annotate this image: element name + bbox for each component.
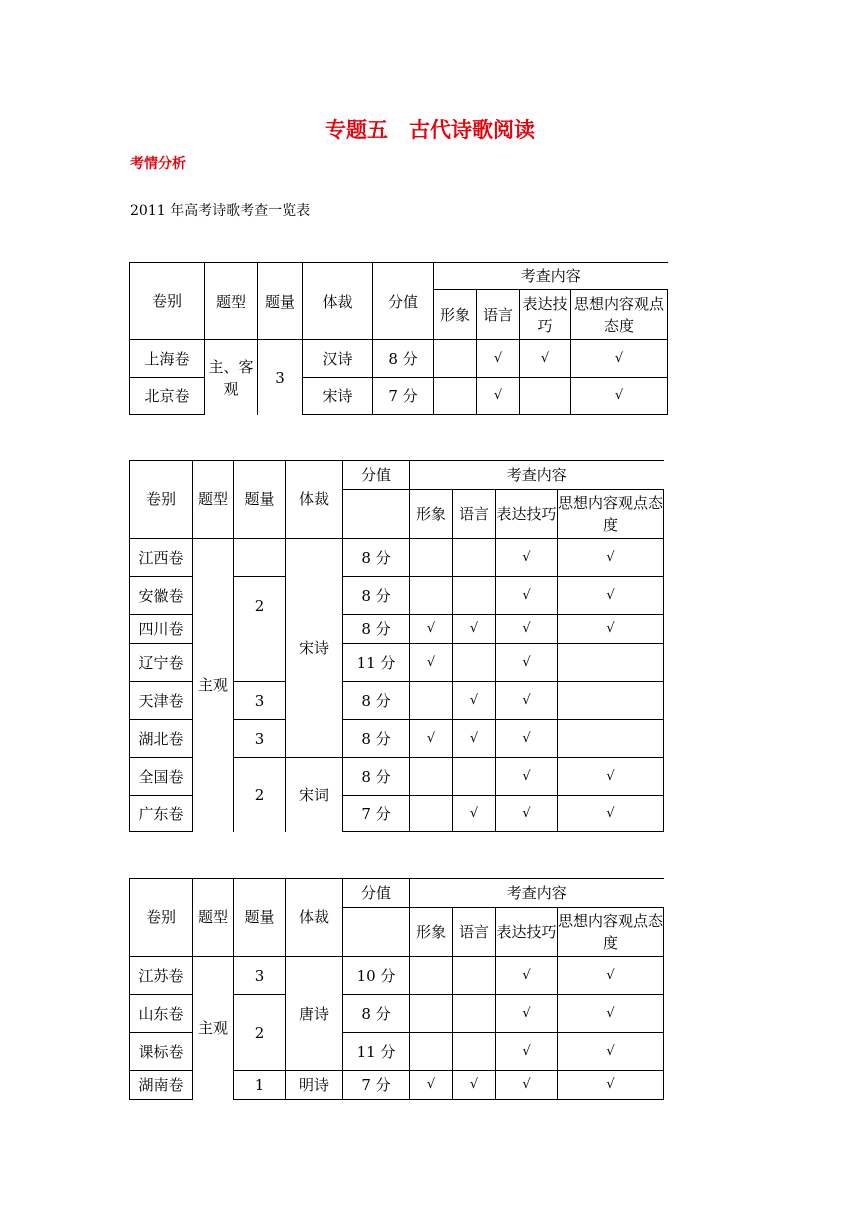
check-cell: √ [496,682,558,720]
tiliang-blank [234,539,286,577]
tixing-cell: 主观 [193,957,234,1100]
check-cell: √ [453,682,496,720]
exam-table-2 [129,460,664,832]
exam-table-1 [129,262,668,415]
tiliang-cell: 1 [234,1071,286,1100]
check-cell: √ [520,340,571,378]
header-ticai: 体裁 [286,879,343,957]
fen-cell: 7 分 [343,1071,410,1100]
check-cell [453,1033,496,1071]
ticai-cell: 宋诗 [286,539,343,758]
check-cell: √ [571,378,668,415]
check-cell [434,340,477,378]
check-cell: √ [558,577,664,615]
row-juan: 湖南卷 [130,1071,193,1100]
header-ticai: 体裁 [303,263,373,340]
check-cell: √ [496,539,558,577]
fen-cell: 8 分 [343,539,410,577]
ticai-cell: 明诗 [286,1071,343,1100]
check-cell: √ [496,957,558,995]
check-cell: √ [410,644,453,682]
header-tiliang: 题量 [234,461,286,539]
row-juan: 北京卷 [130,378,205,415]
header-tiliang: 题量 [234,879,286,957]
tiliang-cell: 3 [234,957,286,995]
section-heading: 考情分析 [130,156,186,172]
header-biaoda: 表达技巧 [520,290,571,340]
row-juan: 安徽卷 [130,577,193,615]
tiliang-cell: 2 [234,995,286,1071]
check-cell: √ [410,615,453,644]
header-biaoda: 表达技巧 [496,490,558,539]
check-cell [410,539,453,577]
check-cell [558,682,664,720]
check-cell: √ [558,615,664,644]
ticai-cell: 唐诗 [286,957,343,1071]
check-cell: √ [558,1071,664,1100]
fen-cell: 8 分 [343,758,410,796]
check-cell: √ [410,720,453,758]
row-juan: 湖北卷 [130,720,193,758]
header-xingxiang: 形象 [410,908,453,957]
ticai-cell: 汉诗 [303,340,373,378]
check-cell: √ [496,720,558,758]
check-cell: √ [453,615,496,644]
check-cell [453,644,496,682]
check-cell [410,1033,453,1071]
check-cell: √ [558,539,664,577]
fen-cell: 8 分 [343,995,410,1033]
check-cell [453,957,496,995]
fen-cell: 8 分 [373,340,434,378]
check-cell: √ [496,758,558,796]
header-juanbie: 卷别 [130,263,205,340]
check-cell: √ [496,577,558,615]
header-xingxiang: 形象 [410,490,453,539]
tiliang-cell: 3 [234,720,286,758]
header-neirong: 考查内容 [410,879,664,908]
row-juan: 四川卷 [130,615,193,644]
check-cell [410,758,453,796]
check-cell: √ [477,340,520,378]
row-juan: 山东卷 [130,995,193,1033]
table-caption: 2011 年高考诗歌考查一览表 [130,203,311,219]
check-cell: √ [496,644,558,682]
header-xingxiang: 形象 [434,290,477,340]
fen-cell: 10 分 [343,957,410,995]
check-cell: √ [496,995,558,1033]
header-juanbie: 卷别 [130,879,193,957]
row-juan: 广东卷 [130,796,193,832]
check-cell [453,758,496,796]
check-cell: √ [496,1033,558,1071]
header-neirong: 考查内容 [434,263,668,290]
check-cell: √ [410,1071,453,1100]
row-juan: 辽宁卷 [130,644,193,682]
tixing-cell: 主、客观 [205,340,258,415]
fen-cell: 11 分 [343,644,410,682]
check-cell [410,682,453,720]
tiliang-cell: 2 [234,577,286,682]
check-cell [410,796,453,832]
check-cell [434,378,477,415]
header-tixing: 题型 [193,461,234,539]
tiliang-cell: 3 [234,682,286,720]
header-tixing: 题型 [193,879,234,957]
fen-cell: 8 分 [343,720,410,758]
row-juan: 天津卷 [130,682,193,720]
check-cell: √ [571,340,668,378]
check-cell: √ [558,758,664,796]
row-juan: 江苏卷 [130,957,193,995]
header-tiliang: 题量 [258,263,303,340]
check-cell [520,378,571,415]
fen-cell: 7 分 [343,796,410,832]
tiliang-cell: 3 [258,340,303,415]
check-cell [410,957,453,995]
check-cell [410,577,453,615]
header-fenzhi: 分值 [343,461,410,490]
fenzhi-blank [343,490,410,539]
check-cell: √ [558,957,664,995]
header-juanbie: 卷别 [130,461,193,539]
tixing-cell: 主观 [193,539,234,832]
check-cell: √ [453,796,496,832]
header-yuyan: 语言 [453,908,496,957]
header-sixiang: 思想内容观点态度 [558,490,664,539]
check-cell: √ [496,796,558,832]
fen-cell: 7 分 [373,378,434,415]
header-sixiang: 思想内容观点态度 [571,290,668,340]
check-cell [558,644,664,682]
check-cell [558,720,664,758]
header-biaoda: 表达技巧 [496,908,558,957]
fen-cell: 11 分 [343,1033,410,1071]
check-cell: √ [558,995,664,1033]
header-neirong: 考查内容 [410,461,664,490]
check-cell [410,995,453,1033]
check-cell [453,577,496,615]
exam-table-3 [129,878,664,1100]
header-ticai: 体裁 [286,461,343,539]
row-juan: 江西卷 [130,539,193,577]
header-fenzhi: 分值 [373,263,434,340]
row-juan: 课标卷 [130,1033,193,1071]
row-juan: 全国卷 [130,758,193,796]
header-yuyan: 语言 [453,490,496,539]
row-juan: 上海卷 [130,340,205,378]
header-yuyan: 语言 [477,290,520,340]
check-cell: √ [453,720,496,758]
check-cell [453,995,496,1033]
check-cell: √ [496,1071,558,1100]
fen-cell: 8 分 [343,615,410,644]
header-fenzhi: 分值 [343,879,410,908]
check-cell: √ [496,615,558,644]
check-cell: √ [453,1071,496,1100]
ticai-cell: 宋诗 [303,378,373,415]
header-tixing: 题型 [205,263,258,340]
fen-cell: 8 分 [343,577,410,615]
check-cell [453,539,496,577]
tiliang-cell: 2 [234,758,286,832]
check-cell: √ [477,378,520,415]
header-sixiang: 思想内容观点态度 [558,908,664,957]
page-title: 专题五 古代诗歌阅读 [325,118,535,142]
fen-cell: 8 分 [343,682,410,720]
ticai-cell: 宋词 [286,758,343,832]
check-cell: √ [558,796,664,832]
fenzhi-blank [343,908,410,957]
check-cell: √ [558,1033,664,1071]
